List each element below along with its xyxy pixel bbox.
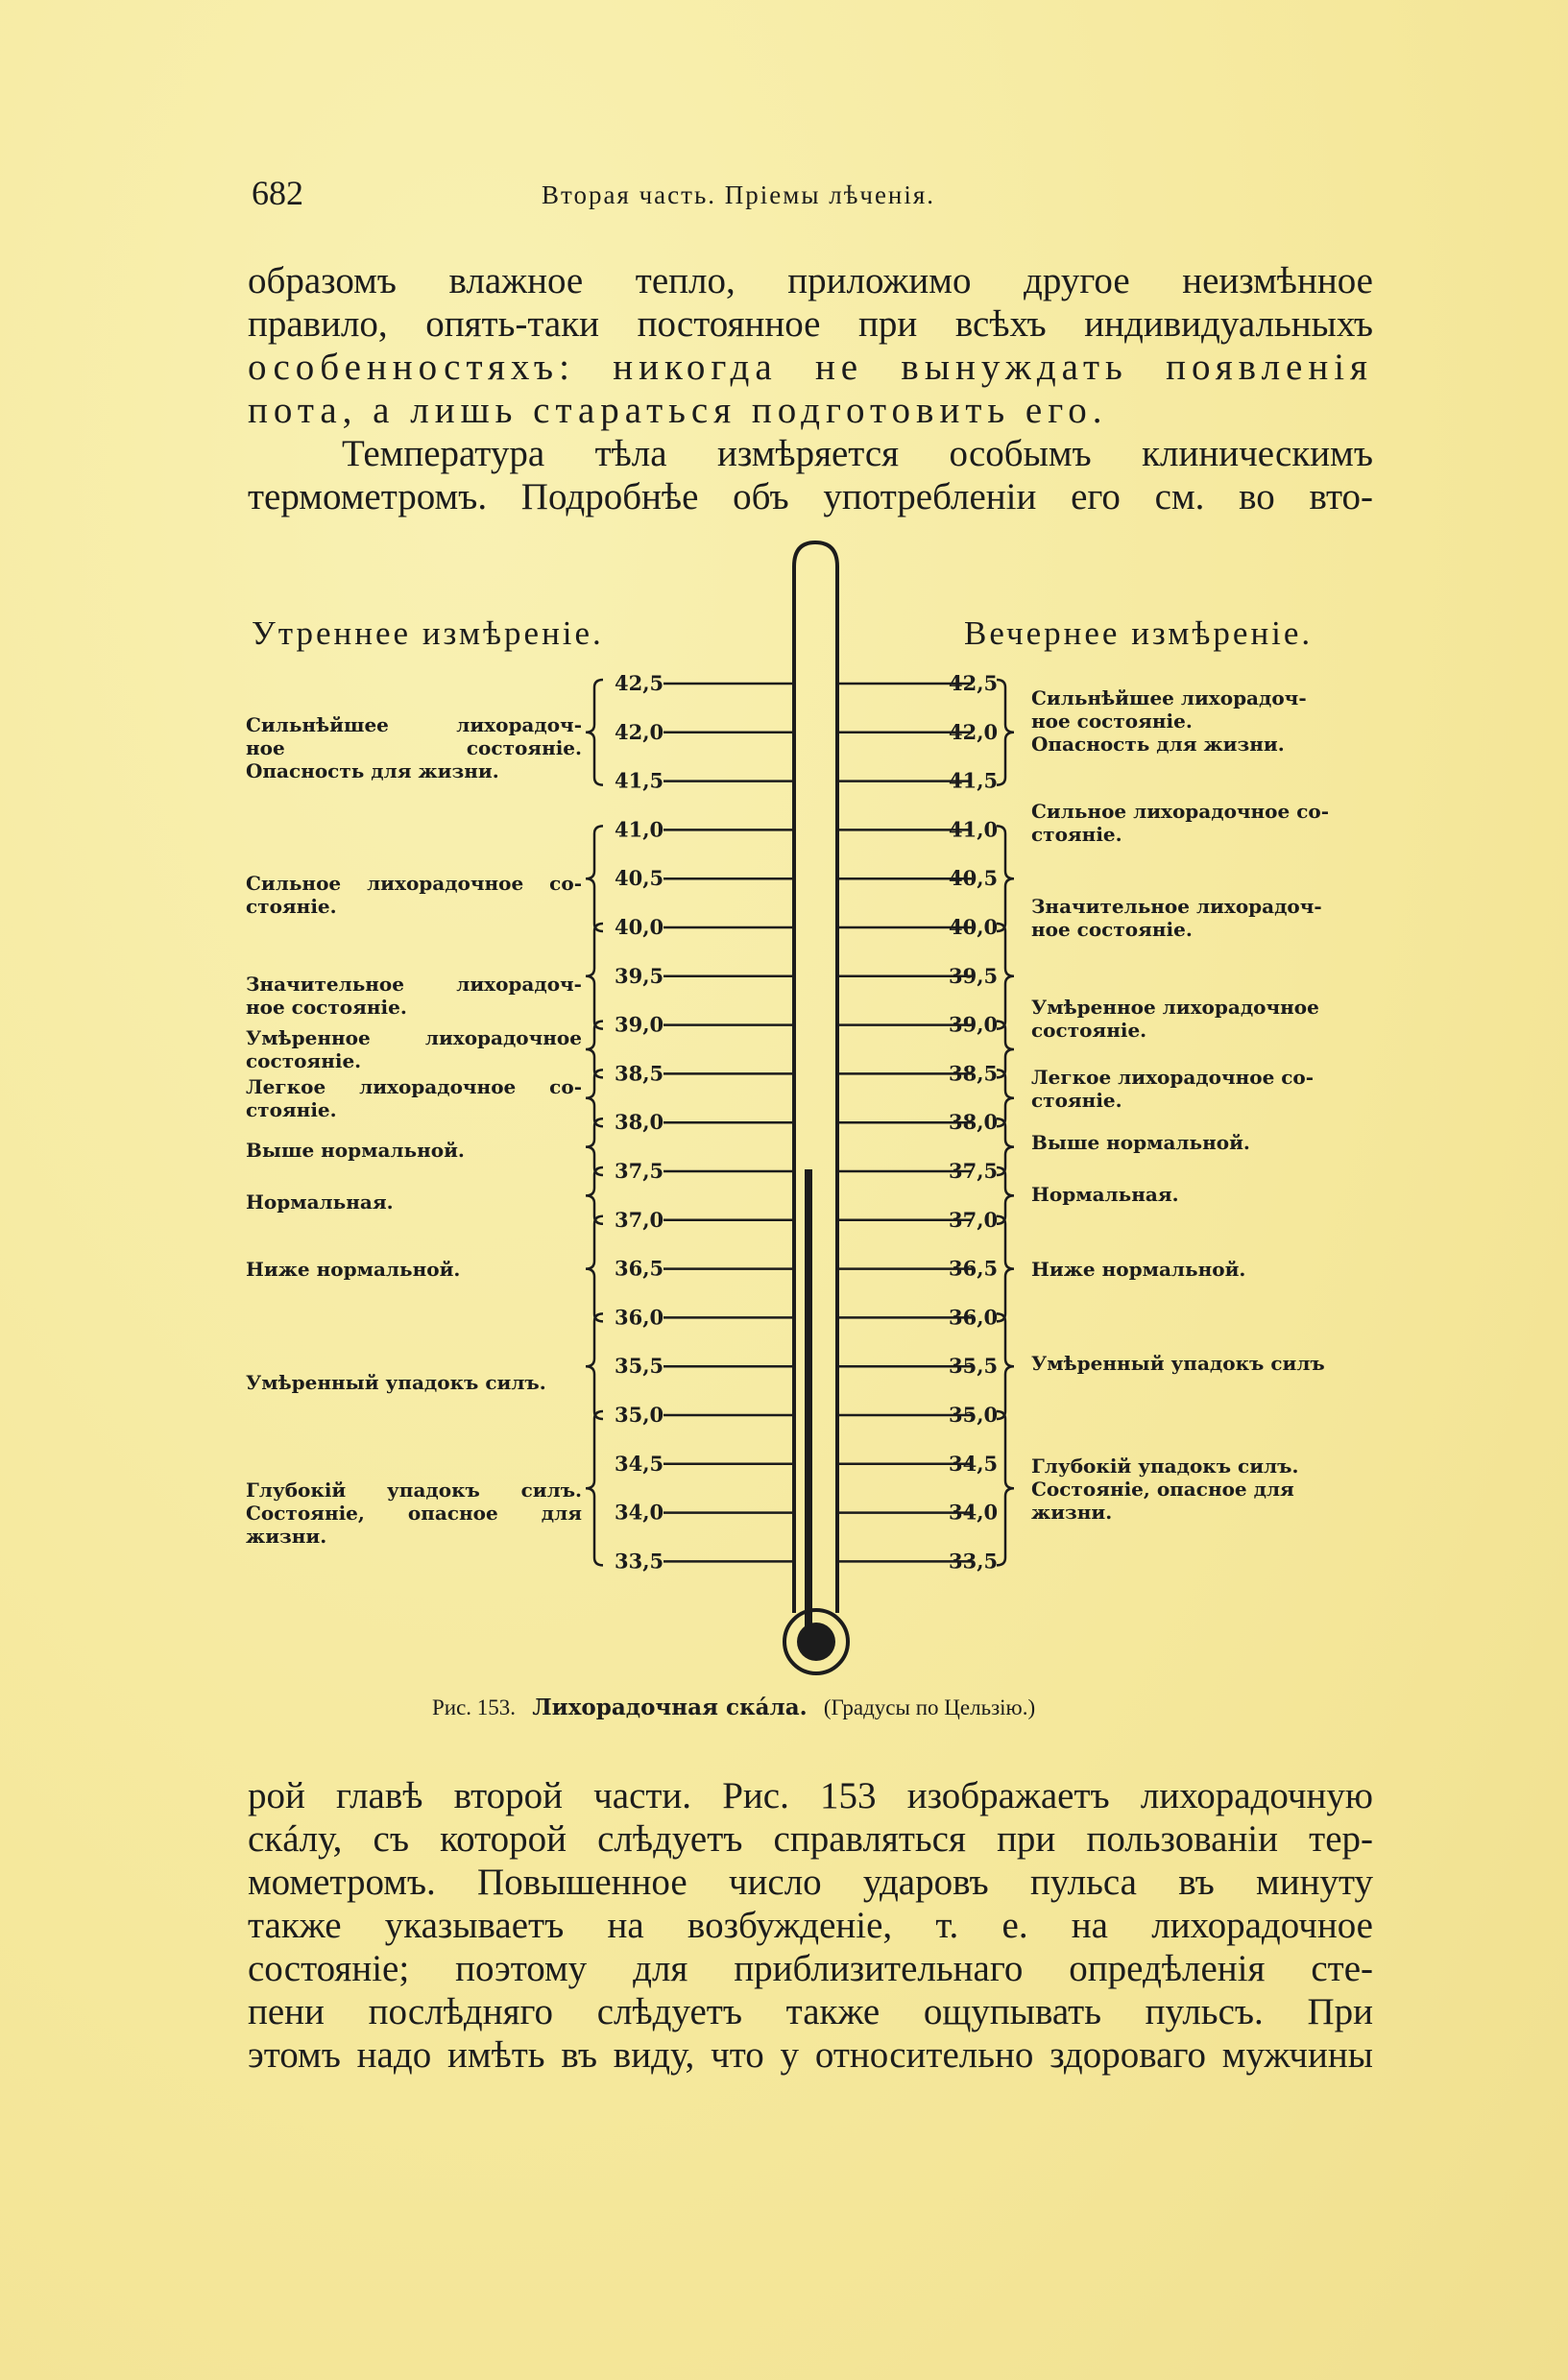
text-line: этомъ надо имѣть въ виду, что у относительно здороваго мужчины xyxy=(248,2034,1373,2076)
caption-note: (Градусы по Цельзію.) xyxy=(823,1695,1036,1719)
text-line: особенностяхъ: никогда не вынуждать появленія xyxy=(248,347,1373,388)
label-line: стояніе. xyxy=(1031,823,1122,846)
brace-right xyxy=(997,1411,1014,1565)
caption-title: Лихорадочная скáла. xyxy=(532,1695,808,1720)
label-line: состояніе. xyxy=(1031,1019,1147,1042)
label-line: Глубокій упадокъ силъ. xyxy=(1031,1454,1299,1478)
degree-label-left: 42,5 xyxy=(615,671,664,695)
degree-label-left: 35,0 xyxy=(615,1403,664,1427)
degree-label-right: 35,5 xyxy=(949,1354,999,1379)
left-condition-label xyxy=(246,1190,582,1214)
label-line: Опасность для жизни. xyxy=(1031,733,1285,756)
degree-label-left: 38,0 xyxy=(615,1110,664,1135)
label-line: ное состояніе. xyxy=(1031,918,1193,941)
left-condition-label xyxy=(246,872,582,918)
degree-label-left: 36,0 xyxy=(615,1305,664,1330)
degree-label-left: 35,5 xyxy=(615,1354,664,1379)
label-line: Легкое лихорадочное со- xyxy=(1031,1066,1315,1089)
running-title: Вторая часть. Пріемы лѣченія. xyxy=(542,180,936,209)
text-line: правило, опять-таки постоянное при всѣхъ индивидуальныхъ xyxy=(248,303,1373,345)
degree-label-right: 36,0 xyxy=(949,1305,999,1330)
degree-label-right: 37,0 xyxy=(949,1207,999,1232)
degree-label-right: 35,0 xyxy=(949,1403,999,1427)
label-line: Сильное лихорадочное со- xyxy=(1031,800,1330,823)
thermometer-tube xyxy=(794,542,837,1613)
brace-left xyxy=(586,1216,603,1322)
degree-label-left: 40,5 xyxy=(615,866,664,891)
right-condition-label xyxy=(1031,1258,1367,1281)
degree-label-right: 37,5 xyxy=(949,1159,999,1183)
degree-label-right: 40,5 xyxy=(949,866,999,891)
label-line: Состояніе, опасное для xyxy=(246,1502,582,1525)
text-line: пени послѣдняго слѣдуетъ также ощупывать пульсъ. При xyxy=(248,1991,1373,2032)
label-line: Состояніе, опасное для xyxy=(1031,1478,1294,1501)
label-line: стояніе. xyxy=(246,1098,337,1121)
brace-right xyxy=(997,826,1014,931)
degree-label-right: 40,0 xyxy=(949,915,999,939)
label-line: Ниже нормальной. xyxy=(246,1258,461,1281)
right-condition-label xyxy=(1031,1066,1367,1112)
label-line: состояніе. xyxy=(246,1049,362,1072)
label-line: Опасность для жизни. xyxy=(246,759,499,782)
left-condition-label xyxy=(246,713,582,782)
degree-label-left: 37,0 xyxy=(615,1207,664,1232)
label-line: стояніе. xyxy=(246,895,337,918)
right-condition-label xyxy=(1031,686,1367,756)
label-line: ное состояніе. xyxy=(246,996,407,1019)
degree-label-right: 34,5 xyxy=(949,1451,999,1476)
degree-label-left: 37,5 xyxy=(615,1159,664,1183)
right-condition-label xyxy=(1031,1131,1367,1154)
label-line: жизни. xyxy=(1031,1501,1113,1524)
degree-label-left: 34,5 xyxy=(615,1451,664,1476)
mercury-column xyxy=(805,1169,812,1630)
label-line: Выше нормальной. xyxy=(246,1139,465,1162)
paragraph-bottom xyxy=(248,1774,1373,2077)
label-line: Значительное лихорадоч- xyxy=(1031,895,1322,918)
left-condition-label xyxy=(246,1075,582,1121)
label-line: Ниже нормальной. xyxy=(1031,1258,1246,1281)
degree-label-left: 38,5 xyxy=(615,1061,664,1086)
right-condition-label xyxy=(1031,800,1367,846)
text-line: скáлу, съ которой слѣдуетъ справляться при пользованіи тер- xyxy=(248,1818,1373,1860)
degree-label-right: 34,0 xyxy=(949,1500,999,1525)
text-line: мометромъ. Повышенное число ударовъ пульса въ минуту xyxy=(248,1862,1373,1903)
label-line: Умѣренное лихорадочное xyxy=(1031,996,1319,1019)
caption-number: Рис. 153. xyxy=(432,1695,517,1719)
brace-right xyxy=(997,1313,1014,1419)
label-line: Глубокій упадокъ силъ. xyxy=(246,1478,582,1502)
label-line: жизни. xyxy=(246,1525,327,1548)
label-line: Сильнѣйшее лихорадоч- xyxy=(1031,686,1307,709)
brace-left xyxy=(586,680,603,785)
brace-right xyxy=(997,1216,1014,1322)
mercury-bulb xyxy=(797,1623,835,1661)
degree-label-right: 42,5 xyxy=(949,671,999,695)
label-line: Умѣренный упадокъ силъ. xyxy=(246,1371,546,1394)
degree-label-left: 41,5 xyxy=(615,768,664,793)
text-line: состояніе; поэтому для приблизительнаго опредѣленія сте- xyxy=(248,1948,1373,1989)
label-line: стояніе. xyxy=(1031,1089,1122,1112)
degree-label-right: 42,0 xyxy=(949,719,999,744)
degree-label-right: 38,0 xyxy=(949,1110,999,1135)
left-condition-label xyxy=(246,1478,582,1548)
label-line: Легкое лихорадочное со- xyxy=(246,1075,582,1098)
degree-label-left: 40,0 xyxy=(615,915,664,939)
brace-left xyxy=(586,826,603,931)
text-line: рой главѣ второй части. Рис. 153 изображаетъ лихорадочную xyxy=(248,1775,1373,1816)
left-condition-label xyxy=(246,1258,582,1281)
left-condition-label xyxy=(246,1371,582,1394)
left-column-heading: Утреннее измѣреніе. xyxy=(252,614,604,652)
label-line: Сильнѣйшее лихорадоч- xyxy=(246,713,582,736)
right-condition-label xyxy=(1031,895,1367,941)
text-line: также указываетъ на возбужденіе, т. е. на лихорадочное xyxy=(248,1905,1373,1946)
label-line: Сильное лихорадочное со- xyxy=(246,872,582,895)
degree-label-right: 33,5 xyxy=(949,1549,999,1574)
label-line: Значительное лихорадоч- xyxy=(246,973,582,996)
degree-label-right: 41,0 xyxy=(949,817,999,842)
text-line: термометромъ. Подробнѣе объ употребленіи его см. во вто- xyxy=(248,476,1373,517)
right-condition-label xyxy=(1031,1352,1367,1375)
degree-label-left: 42,0 xyxy=(615,719,664,744)
right-condition-label xyxy=(1031,1454,1367,1524)
text-line: Температура тѣла измѣряется особымъ клиническимъ xyxy=(342,433,1373,474)
label-line: ное состояніе. xyxy=(1031,709,1193,733)
degree-label-left: 33,5 xyxy=(615,1549,664,1574)
degree-label-left: 39,0 xyxy=(615,1012,664,1037)
degree-label-left: 39,5 xyxy=(615,963,664,988)
figure-caption xyxy=(432,1695,1035,1720)
degree-label-right: 39,5 xyxy=(949,963,999,988)
left-condition-label xyxy=(246,1026,582,1072)
page-number: 682 xyxy=(252,174,303,212)
left-condition-label xyxy=(246,1139,582,1162)
brace-left xyxy=(586,1313,603,1419)
label-line: Выше нормальной. xyxy=(1031,1131,1250,1154)
right-condition-label xyxy=(1031,996,1367,1042)
left-condition-label xyxy=(246,973,582,1019)
degree-label-left: 34,0 xyxy=(615,1500,664,1525)
label-line: Умѣренное лихорадочное xyxy=(246,1026,582,1049)
brace-left xyxy=(586,924,603,1029)
degree-label-right: 38,5 xyxy=(949,1061,999,1086)
degree-label-right: 36,5 xyxy=(949,1256,999,1281)
right-column-heading: Вечернее измѣреніе. xyxy=(964,614,1314,652)
degree-label-right: 39,0 xyxy=(949,1012,999,1037)
label-line: ное состояніе. xyxy=(246,736,582,759)
degree-label-right: 41,5 xyxy=(949,768,999,793)
right-condition-label xyxy=(1031,1183,1367,1206)
label-line: Нормальная. xyxy=(246,1190,394,1214)
brace-left xyxy=(586,1411,603,1565)
text-line: образомъ влажное тепло, приложимо другое неизмѣнное xyxy=(248,260,1373,301)
label-line: Нормальная. xyxy=(1031,1183,1179,1206)
degree-label-left: 36,5 xyxy=(615,1256,664,1281)
brace-right xyxy=(997,924,1014,1029)
brace-right xyxy=(997,680,1014,785)
text-line: пота, а лишь стараться подготовить его. xyxy=(248,390,1108,431)
label-line: Умѣренный упадокъ силъ xyxy=(1031,1352,1325,1375)
degree-label-left: 41,0 xyxy=(615,817,664,842)
